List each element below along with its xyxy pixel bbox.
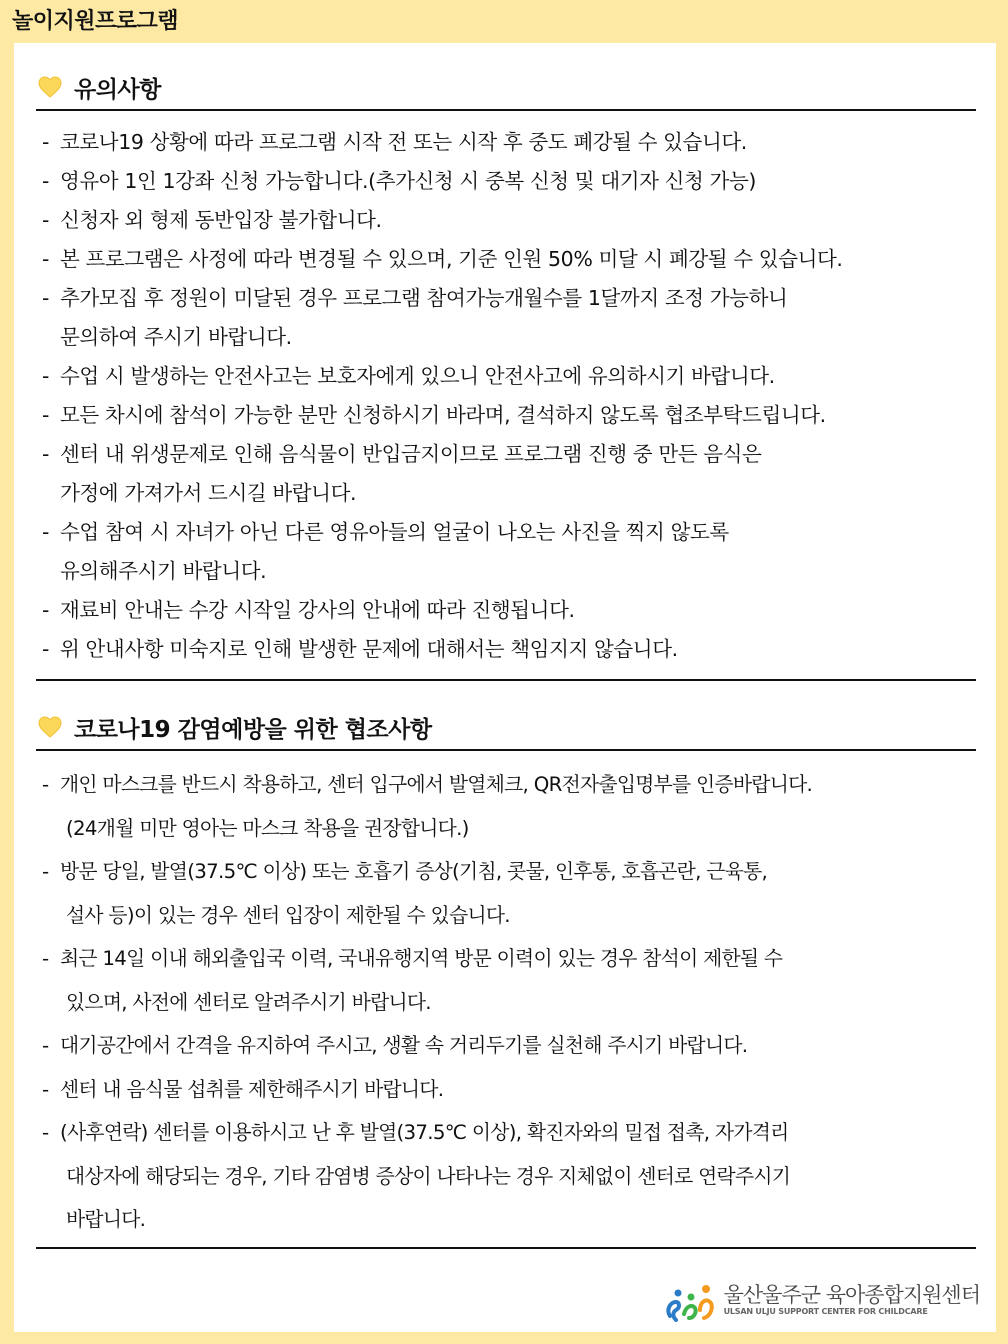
item-text-line: 바랍니다.	[66, 1208, 146, 1231]
bullet-dash: -	[42, 442, 49, 466]
list-item	[36, 513, 976, 591]
bullet-dash: -	[42, 364, 49, 388]
item-text-line: 신청자 외 형제 동반입장 불가합니다.	[60, 208, 382, 232]
list-item	[36, 1068, 976, 1112]
item-text-line: 방문 당일, 발열(37.5℃ 이상) 또는 호흡기 증상(기침, 콧물, 인후통, 호흡곤란, 근육통,	[60, 860, 768, 883]
list-item	[36, 396, 976, 435]
bullet-dash: -	[42, 1077, 49, 1101]
bullet-dash: -	[42, 1034, 49, 1057]
list-item	[36, 240, 976, 279]
item-text-line: 모든 차시에 참석이 가능한 분만 신청하시기 바라며, 결석하지 않도록 협조부탁드립니다.	[60, 403, 826, 427]
item-text-line: 유의해주시기 바랍니다.	[60, 559, 267, 583]
section-covid-title: 코로나19 감염예방을 위한 협조사항	[74, 716, 432, 743]
center-logo-icon	[664, 1276, 716, 1324]
center-name-korean: 울산울주군 육아종합지원센터	[723, 1283, 980, 1307]
list-item	[36, 1024, 976, 1068]
heart-icon	[38, 76, 62, 98]
notes-list	[36, 111, 976, 669]
list-item	[36, 162, 976, 201]
bullet-dash: -	[42, 208, 49, 232]
item-text-line: 문의하여 주시기 바랍니다.	[60, 325, 292, 349]
item-text-line: (24개월 미만 영아는 마스크 착용을 권장합니다.)	[66, 816, 469, 840]
section-covid	[36, 705, 976, 1242]
item-text-line: 영유아 1인 1강좌 신청 가능합니다.(추가신청 시 중복 신청 및 대기자 신청 가능)	[60, 169, 756, 193]
bullet-dash: -	[42, 520, 49, 544]
list-item	[36, 850, 976, 937]
item-text-line: 가정에 가져가서 드시길 바랍니다.	[60, 481, 357, 505]
item-text-line: 추가모집 후 정원이 미달된 경우 프로그램 참여가능개월수를 1달까지 조정 가능하니	[60, 286, 788, 310]
bullet-dash: -	[42, 1121, 49, 1144]
bullet-dash: -	[42, 637, 49, 661]
bullet-dash: -	[42, 130, 49, 154]
list-item	[36, 201, 976, 240]
list-item	[36, 591, 976, 630]
list-item	[36, 630, 976, 669]
divider	[36, 1247, 976, 1249]
heart-icon	[38, 716, 62, 738]
bullet-dash: -	[42, 598, 49, 622]
list-item	[36, 435, 976, 513]
item-text-line: 수업 참여 시 자녀가 아닌 다른 영유아들의 얼굴이 나오는 사진을 찍지 않도록	[60, 520, 729, 544]
list-item	[36, 1111, 976, 1242]
list-item	[36, 763, 976, 850]
list-item	[36, 357, 976, 396]
item-text-line: 센터 내 위생문제로 인해 음식물이 반입금지이므로 프로그램 진행 중 만든 음식은	[60, 442, 762, 466]
page-tab-title: 놀이지원프로그램	[0, 0, 247, 43]
item-text-line: 재료비 안내는 수강 시작일 강사의 안내에 따라 진행됩니다.	[60, 598, 575, 622]
bullet-dash: -	[42, 860, 49, 883]
item-text-line: 개인 마스크를 반드시 착용하고, 센터 입구에서 발열체크, QR전자출입명부를 인증바랍니다.	[60, 773, 813, 796]
item-text-line: 설사 등)이 있는 경우 센터 입장이 제한될 수 있습니다.	[66, 903, 510, 927]
divider	[36, 679, 976, 681]
bullet-dash: -	[42, 403, 49, 427]
notice-card	[14, 43, 996, 1332]
item-text-line: 최근 14일 이내 해외출입국 이력, 국내유행지역 방문 이력이 있는 경우 참석이 제한될 수	[60, 947, 783, 970]
item-text-line: 코로나19 상황에 따라 프로그램 시작 전 또는 시작 후 중도 폐강될 수 있습니다.	[60, 130, 747, 154]
item-text-line: 수업 시 발생하는 안전사고는 보호자에게 있으니 안전사고에 유의하시기 바랍니다.	[60, 364, 775, 388]
item-text-line: 대기공간에서 간격을 유지하여 주시고, 생활 속 거리두기를 실천해 주시기 바랍니다.	[60, 1034, 748, 1057]
list-item	[36, 279, 976, 357]
bullet-dash: -	[42, 286, 49, 310]
list-item	[36, 937, 976, 1024]
item-text-line: 본 프로그램은 사정에 따라 변경될 수 있으며, 기준 인원 50% 미달 시 폐강될 수 있습니다.	[60, 247, 843, 271]
section-covid-header	[36, 705, 976, 751]
section-notes	[36, 65, 976, 669]
center-name-english: ULSAN ULJU SUPPORT CENTER FOR CHILDCARE	[723, 1307, 928, 1316]
bullet-dash: -	[42, 773, 49, 796]
item-text-line: 있으며, 사전에 센터로 알려주시기 바랍니다.	[66, 990, 431, 1014]
item-text-line: (사후연락) 센터를 이용하시고 난 후 발열(37.5℃ 이상), 확진자와의 밀접 접촉, 자가격리	[60, 1121, 789, 1144]
bullet-dash: -	[42, 247, 49, 271]
item-text-line: 위 안내사항 미숙지로 인해 발생한 문제에 대해서는 책임지지 않습니다.	[60, 637, 678, 661]
list-item	[36, 123, 976, 162]
center-logo	[664, 1276, 980, 1324]
covid-list	[36, 751, 976, 1242]
item-text-line: 센터 내 음식물 섭취를 제한해주시기 바랍니다.	[60, 1077, 444, 1101]
bullet-dash: -	[42, 169, 49, 193]
section-notes-header	[36, 65, 976, 111]
item-text-line: 대상자에 해당되는 경우, 기타 감염병 증상이 나타나는 경우 지체없이 센터로 연락주시기	[66, 1164, 791, 1188]
bullet-dash: -	[42, 947, 49, 970]
section-notes-title: 유의사항	[74, 76, 161, 103]
